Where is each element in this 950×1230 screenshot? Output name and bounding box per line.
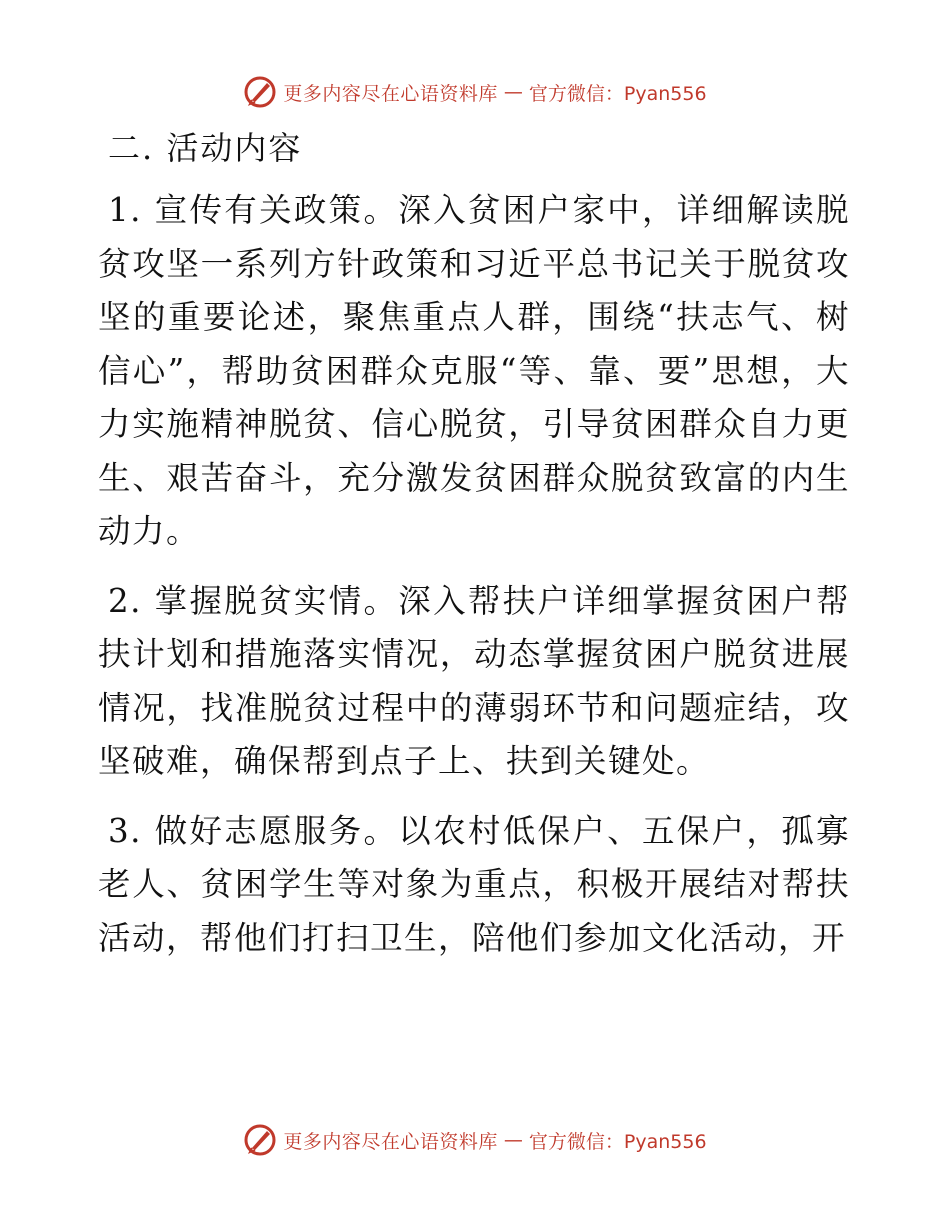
feather-pen-logo-icon: [243, 1123, 277, 1157]
header-brand-text: 更多内容尽在心语资料库: [283, 82, 498, 105]
document-body: [98, 122, 850, 981]
header-contact-text: 官方微信：Pyan556: [528, 82, 707, 105]
header-dash: —: [503, 81, 523, 103]
footer-dash: —: [503, 1129, 523, 1151]
footer-contact-text: 官方微信：Pyan556: [528, 1130, 707, 1153]
paragraph-3: 3. 做好志愿服务。以农村低保户、五保户，孤寡老人、贫困学生等对象为重点，积极开展结对帮扶活动，帮他们打扫卫生，陪他们参加文化活动，开: [98, 811, 850, 957]
footer-brand-text: 更多内容尽在心语资料库: [283, 1130, 498, 1153]
section-heading: 二. 活动内容: [108, 129, 303, 167]
paragraph-2: 2. 掌握脱贫实情。深入帮扶户详细掌握贫困户帮扶计划和措施落实情况，动态掌握贫困户脱贫进展情况，找准脱贫过程中的薄弱环节和问题症结，攻坚破难，确保帮到点子上、扶到关键处。: [98, 581, 850, 780]
footer-banner: [0, 1120, 950, 1160]
feather-pen-logo-icon: [243, 75, 277, 109]
paragraph-1: 1. 宣传有关政策。深入贫困户家中，详细解读脱贫攻坚一系列方针政策和习近平总书记关于脱贫攻坚的重要论述，聚焦重点人群，围绕“扶志气、树信心”，帮助贫困群众克服“等、靠、要”思想，大力实施精神脱贫、信心脱贫，引导贫困群众自力更生、艰苦奋斗，充分激发贫困群众脱贫致富的内生动力。: [98, 191, 850, 550]
header-banner: [0, 72, 950, 112]
